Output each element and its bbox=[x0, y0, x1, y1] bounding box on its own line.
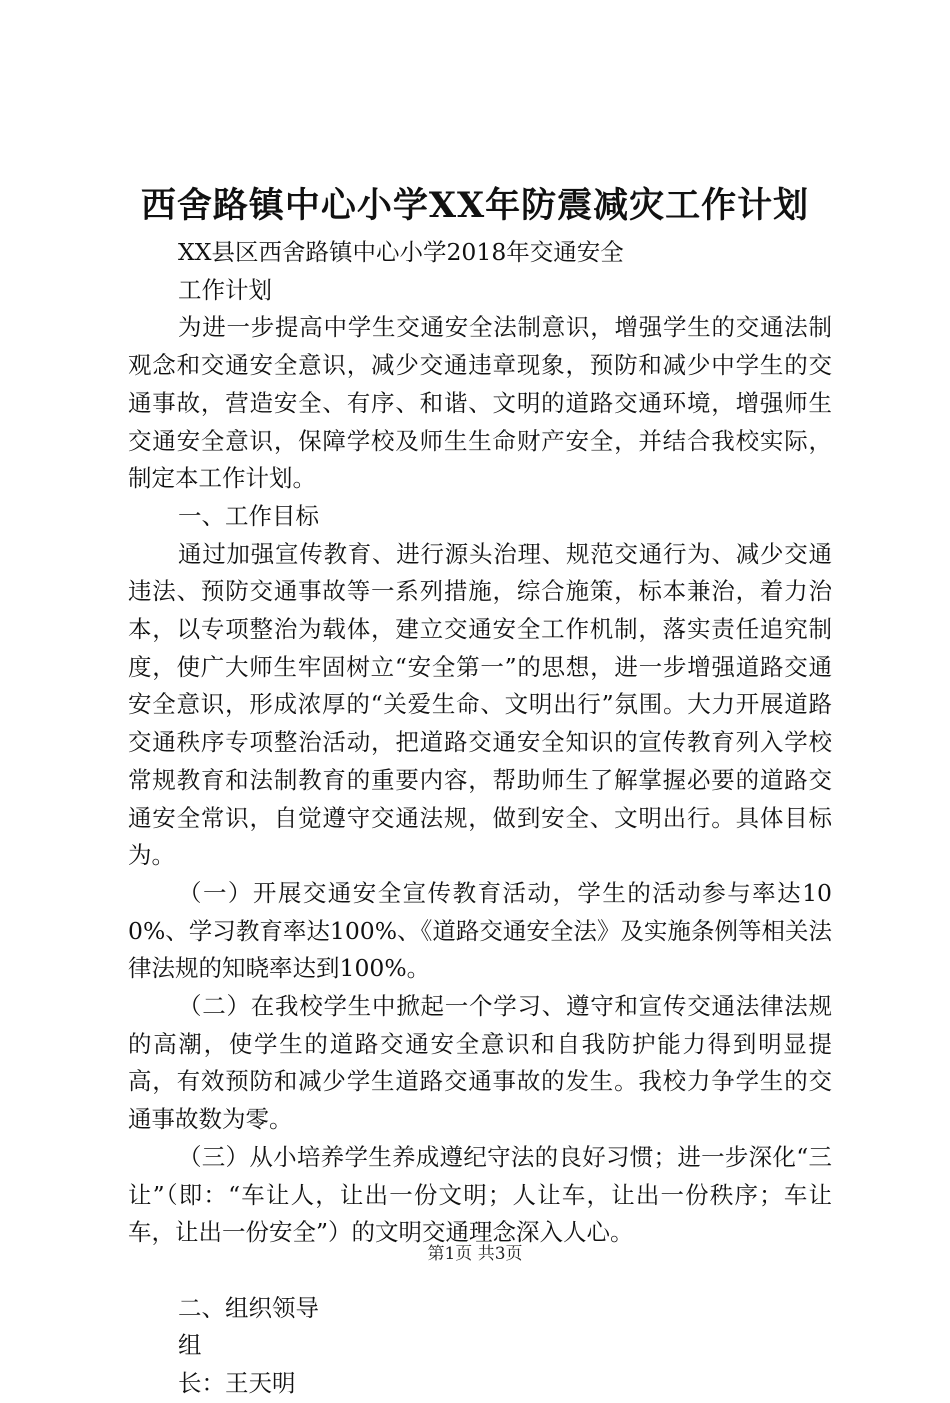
goal-item-1: （一）开展交通安全宣传教育活动，学生的活动参与率达100%、学习教育率达100%、《道路交通安全法》及实施条例等相关法律法规的知晓率达到100%。 bbox=[128, 878, 832, 983]
goal-item-2: （二）在我校学生中掀起一个学习、遵守和宣传交通法律法规的高潮，使学生的道路交通安全意识和自我防护能力得到明显提高，有效预防和减少学生道路交通事故的发生。我校力争学生的交通事故数为零。 bbox=[128, 992, 832, 1134]
goals-paragraph: 通过加强宣传教育、进行源头治理、规范交通行为、减少交通违法、预防交通事故等一系列措施，综合施策，标本兼治，着力治本，以专项整治为载体，建立交通安全工作机制，落实责任追究制度，使广大师生牢固树立“安全第一”的思想，进一步增强道路交通安全意识，形成浓厚的“关爱生命、文明出行”氛围。大力开展道路交通秩序专项整治活动，把道路交通安全知识的宣传教育列入学校常规教育和法制教育的重要内容，帮助师生了解掌握必要的道路交通安全常识，自觉遵守交通法规，做到安全、文明出行。具体目标为。 bbox=[128, 539, 832, 870]
leader-label-line-2: 长：王天明 bbox=[178, 1369, 296, 1398]
document-title: 西舍路镇中心小学XX年防震减灾工作计划 bbox=[140, 185, 810, 226]
section-heading-goals: 一、工作目标 bbox=[178, 501, 319, 530]
goal-item-3: （三）从小培养学生养成遵纪守法的良好习惯；进一步深化“三让”（即：“车让人，让出一份文明；人让车，让出一份秩序；车让车，让出一份安全”）的文明交通理念深入人心。 bbox=[128, 1142, 832, 1247]
document-body bbox=[128, 234, 832, 1403]
section-heading-organization: 二、组织领导 bbox=[178, 1293, 319, 1322]
intro-paragraph: 为进一步提高中学生交通安全法制意识，增强学生的交通法制观念和交通安全意识，减少交通违章现象，预防和减少中学生的交通事故，营造安全、有序、和谐、文明的道路交通环境，增强师生交通安全意识，保障学校及师生生命财产安全，并结合我校实际，制定本工作计划。 bbox=[128, 313, 832, 493]
subtitle-line-1: XX县区西舍路镇中心小学2018年交通安全 bbox=[178, 238, 624, 266]
page-indicator: 第1页 共3页 bbox=[427, 1244, 523, 1264]
leader-label-line-1: 组 bbox=[178, 1331, 202, 1360]
subtitle-line-2: 工作计划 bbox=[178, 275, 272, 304]
